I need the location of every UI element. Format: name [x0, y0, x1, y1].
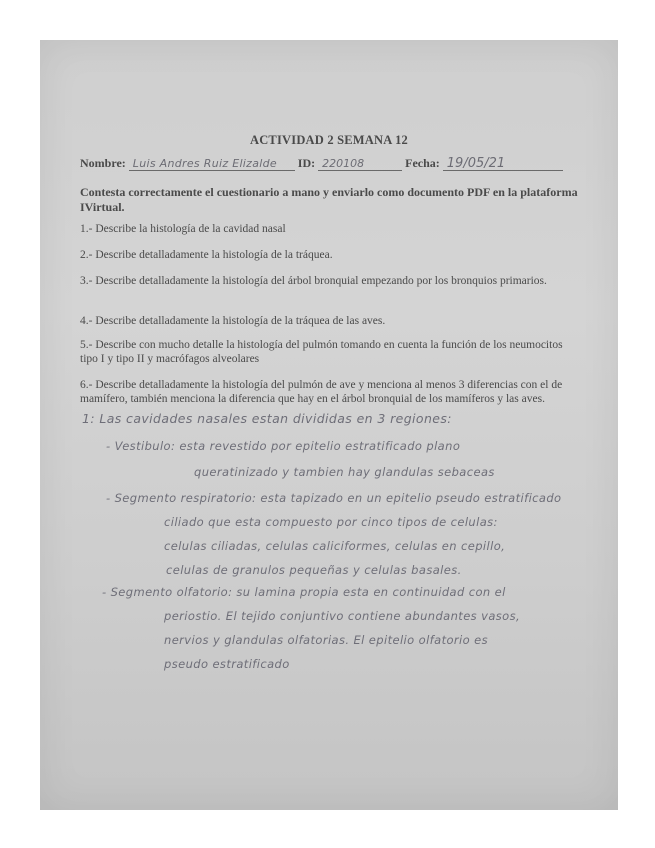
answer-line: - Segmento respiratorio: esta tapizado en un epitelio pseudo estratificado	[106, 491, 562, 505]
date-handwritten: 19/05/21	[443, 157, 563, 171]
question-1: 1.- Describe la histología de la cavidad nasal	[80, 223, 286, 235]
document-title: ACTIVIDAD 2 SEMANA 12	[249, 133, 409, 147]
question-2: 2.- Describe detalladamente la histología de la tráquea.	[80, 249, 333, 261]
id-handwritten: 220108	[318, 157, 402, 171]
name-handwritten: Luis Andres Ruiz Elizalde	[129, 157, 295, 171]
answer-line: pseudo estratificado	[164, 657, 290, 671]
question-5: 5.- Describe con mucho detalle la histología del pulmón tomando en cuenta la función de los neumocitos tipo I y tipo II y macrófagos alveolares	[80, 339, 563, 365]
answer-line: celulas ciliadas, celulas caliciformes, celulas en cepillo,	[164, 539, 506, 553]
answer-line: nervios y glandulas olfatorias. El epitelio olfatorio es	[164, 633, 488, 647]
answer-line: - Segmento olfatorio: su lamina propia esta en continuidad con el	[102, 585, 506, 599]
answer-line: celulas de granulos pequeñas y celulas basales.	[166, 563, 462, 577]
date-label: Fecha:	[405, 156, 440, 170]
question-6: 6.- Describe detalladamente la histología del pulmón de ave y menciona al menos 3 diferencias con el de mamífero, también menciona la diferencia que hay en el árbol bronquial de los mamíferos y las aves.	[80, 379, 563, 405]
student-header	[80, 156, 580, 176]
answer-line: queratinizado y tambien hay glandulas sebaceas	[194, 465, 495, 479]
id-label: ID:	[297, 156, 316, 170]
name-label: Nombre:	[80, 156, 126, 170]
answer-line: 1: Las cavidades nasales estan divididas en 3 regiones:	[82, 411, 452, 426]
question-3: 3.- Describe detalladamente la histología del árbol bronquial empezando por los bronquios primarios.	[80, 275, 547, 287]
question-4: 4.- Describe detalladamente la histología de la tráquea de las aves.	[80, 315, 386, 327]
answer-line: ciliado que esta compuesto por cinco tipos de celulas:	[164, 515, 498, 529]
answer-line: periostio. El tejido conjuntivo contiene abundantes vasos,	[164, 609, 521, 623]
answer-line: - Vestibulo: esta revestido por epitelio estratificado plano	[106, 439, 461, 453]
instructions: Contesta correctamente el cuestionario a mano y enviarlo como documento PDF en la plataforma IVirtual.	[80, 185, 578, 214]
